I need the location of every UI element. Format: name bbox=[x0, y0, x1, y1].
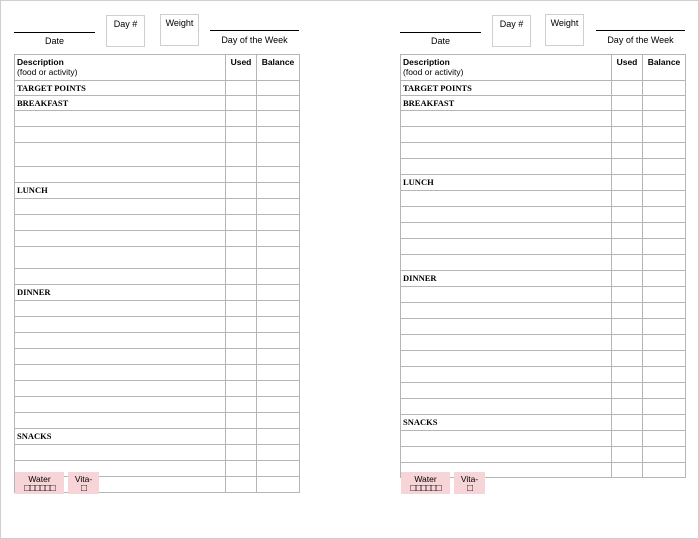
table-row[interactable] bbox=[15, 381, 300, 397]
vitamin-checkbox[interactable]: □ bbox=[80, 483, 87, 494]
lunch-label: LUNCH bbox=[15, 183, 226, 199]
date-label: Date bbox=[44, 36, 64, 46]
day-number-label: Day # bbox=[499, 19, 524, 29]
table-row[interactable] bbox=[15, 96, 300, 111]
balance-header: Balance bbox=[257, 55, 300, 81]
food-log-table bbox=[400, 54, 686, 478]
table-row[interactable] bbox=[401, 415, 686, 431]
weight-label: Weight bbox=[165, 18, 194, 28]
water-label: Water bbox=[28, 474, 51, 484]
table-row[interactable] bbox=[401, 207, 686, 223]
lunch-label: LUNCH bbox=[401, 175, 612, 191]
breakfast-label: BREAKFAST bbox=[401, 96, 612, 111]
table-row[interactable] bbox=[15, 269, 300, 285]
table-row[interactable] bbox=[15, 301, 300, 317]
used-header: Used bbox=[226, 55, 257, 81]
snacks-label: SNACKS bbox=[15, 429, 226, 445]
header-row bbox=[401, 55, 686, 81]
table-row[interactable] bbox=[401, 447, 686, 463]
target-points-label: TARGET POINTS bbox=[401, 81, 612, 96]
water-checkboxes[interactable]: □□□□□□ bbox=[410, 483, 441, 494]
description-subheader: (food or activity) bbox=[17, 67, 78, 77]
table-row[interactable] bbox=[15, 231, 300, 247]
table-row[interactable] bbox=[401, 127, 686, 143]
vitamin-checkbox[interactable]: □ bbox=[466, 483, 473, 494]
table-row[interactable] bbox=[401, 287, 686, 303]
left-log-page bbox=[0, 0, 300, 539]
weight-label: Weight bbox=[550, 18, 579, 28]
weight-box[interactable] bbox=[545, 14, 584, 46]
table-row[interactable] bbox=[15, 111, 300, 127]
table-row[interactable] bbox=[401, 399, 686, 415]
table-row[interactable] bbox=[401, 303, 686, 319]
dinner-label: DINNER bbox=[15, 285, 226, 301]
table-row[interactable] bbox=[15, 167, 300, 183]
table-row[interactable] bbox=[15, 143, 300, 167]
description-subheader: (food or activity) bbox=[403, 67, 464, 77]
table-row[interactable] bbox=[15, 349, 300, 365]
day-of-week-label: Day of the Week bbox=[221, 35, 288, 45]
table-row[interactable] bbox=[15, 397, 300, 413]
table-row[interactable] bbox=[15, 317, 300, 333]
vitamin-label: Vita- bbox=[460, 474, 479, 484]
water-tracker[interactable] bbox=[15, 472, 64, 494]
used-cell[interactable] bbox=[226, 81, 257, 96]
snacks-label: SNACKS bbox=[401, 415, 612, 431]
table-row[interactable] bbox=[401, 96, 686, 111]
table-row[interactable] bbox=[401, 255, 686, 271]
table-row[interactable] bbox=[401, 319, 686, 335]
day-number-box[interactable] bbox=[106, 15, 145, 47]
day-of-week-line bbox=[596, 30, 685, 31]
table-row[interactable] bbox=[15, 365, 300, 381]
table-row[interactable] bbox=[401, 175, 686, 191]
water-checkboxes[interactable]: □□□□□□ bbox=[24, 483, 55, 494]
day-number-label: Day # bbox=[113, 19, 138, 29]
table-row[interactable] bbox=[15, 199, 300, 215]
day-number-box[interactable] bbox=[492, 15, 531, 47]
table-row[interactable] bbox=[15, 81, 300, 96]
dinner-label: DINNER bbox=[401, 271, 612, 287]
day-of-week-label: Day of the Week bbox=[607, 35, 674, 45]
table-row[interactable] bbox=[15, 285, 300, 301]
breakfast-label: BREAKFAST bbox=[15, 96, 226, 111]
table-row[interactable] bbox=[401, 81, 686, 96]
table-row[interactable] bbox=[401, 111, 686, 127]
description-header: Description (food or activity) bbox=[15, 55, 226, 81]
table-row[interactable] bbox=[15, 215, 300, 231]
vitamin-tracker[interactable] bbox=[454, 472, 485, 494]
water-label: Water bbox=[414, 474, 437, 484]
table-row[interactable] bbox=[15, 127, 300, 143]
vitamin-label: Vita- bbox=[74, 474, 93, 484]
header-row bbox=[15, 55, 300, 81]
used-header: Used bbox=[612, 55, 643, 81]
food-log-table bbox=[14, 54, 300, 493]
weight-box[interactable] bbox=[160, 14, 199, 46]
table-row[interactable] bbox=[15, 445, 300, 461]
table-row[interactable] bbox=[15, 247, 300, 269]
table-row[interactable] bbox=[401, 159, 686, 175]
date-label: Date bbox=[430, 36, 450, 46]
target-points-label: TARGET POINTS bbox=[15, 81, 226, 96]
right-log-page bbox=[386, 0, 686, 539]
date-line bbox=[400, 32, 481, 33]
table-row[interactable] bbox=[401, 335, 686, 351]
table-row[interactable] bbox=[401, 191, 686, 207]
table-row[interactable] bbox=[401, 351, 686, 367]
balance-cell[interactable] bbox=[257, 81, 300, 96]
table-row[interactable] bbox=[401, 383, 686, 399]
table-row[interactable] bbox=[401, 431, 686, 447]
vitamin-tracker[interactable] bbox=[68, 472, 99, 494]
table-row[interactable] bbox=[15, 413, 300, 429]
table-row[interactable] bbox=[401, 143, 686, 159]
table-row[interactable] bbox=[15, 333, 300, 349]
table-row[interactable] bbox=[15, 183, 300, 199]
balance-header: Balance bbox=[643, 55, 686, 81]
table-row[interactable] bbox=[401, 271, 686, 287]
date-line bbox=[14, 32, 95, 33]
water-tracker[interactable] bbox=[401, 472, 450, 494]
table-row[interactable] bbox=[401, 367, 686, 383]
description-header: Description (food or activity) bbox=[401, 55, 612, 81]
table-row[interactable] bbox=[15, 429, 300, 445]
table-row[interactable] bbox=[401, 239, 686, 255]
table-row[interactable] bbox=[401, 223, 686, 239]
day-of-week-line bbox=[210, 30, 299, 31]
